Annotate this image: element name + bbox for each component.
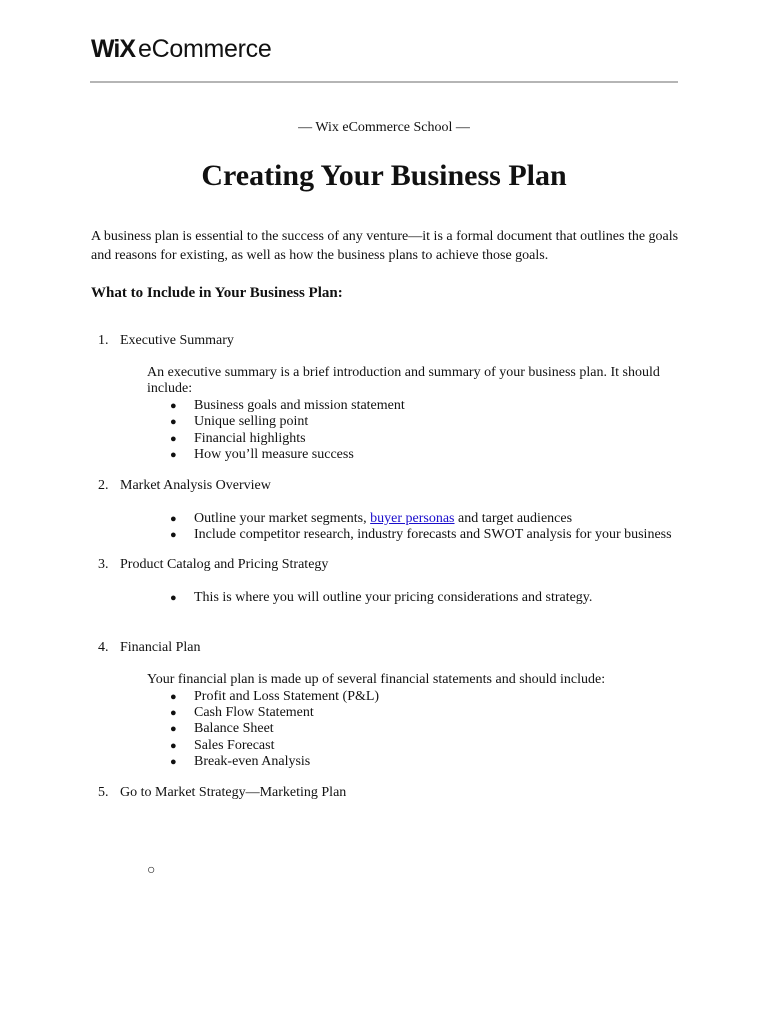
document-subtitle: — Wix eCommerce School —	[298, 120, 470, 135]
empty-sub-bullet: ○	[147, 863, 156, 878]
document-title: Creating Your Business Plan	[201, 159, 567, 192]
list-item-executive-summary: 1. Executive Summary	[98, 333, 234, 348]
item-description: include:	[147, 381, 193, 396]
buyer-personas-link[interactable]: buyer personas	[370, 511, 455, 526]
item-description: An executive summary is a brief introduction and summary of your business plan. It should	[147, 365, 660, 380]
bullet-item: ● Include competitor research, industry forecasts and SWOT analysis for your business	[170, 527, 672, 542]
section-heading: What to Include in Your Business Plan:	[91, 285, 343, 301]
intro-line: and reasons for existing, as well as how the business plans to achieve those goals.	[91, 248, 549, 263]
list-item-product-catalog: 3. Product Catalog and Pricing Strategy	[98, 557, 329, 572]
bullet-item: ● This is where you will outline your pricing considerations and strategy.	[170, 590, 593, 605]
wix-ecommerce-logo: WiX eCommerce	[91, 35, 272, 63]
bullet-item: ● Sales Forecast	[170, 738, 275, 753]
list-item-market-analysis: 2. Market Analysis Overview	[98, 478, 271, 493]
bullet-item: ● Cash Flow Statement	[170, 705, 314, 720]
bullet-item: ● Business goals and mission statement	[170, 398, 405, 413]
bullet-item: ● Profit and Loss Statement (P&L)	[170, 689, 380, 704]
bullet-item: ● Balance Sheet	[170, 721, 274, 736]
bullet-item: ● Unique selling point	[170, 414, 309, 429]
list-item-financial-plan: 4. Financial Plan	[98, 640, 201, 655]
bullet-item: ● Outline your market segments, buyer personas and target audiences	[170, 511, 573, 526]
intro-line: A business plan is essential to the success of any venture—it is a formal document that outlines the goals	[91, 229, 679, 244]
bullet-item: ● Financial highlights	[170, 431, 306, 446]
bullet-item: ● Break-even Analysis	[170, 754, 311, 769]
header-divider	[90, 81, 678, 83]
list-item-go-to-market: 5. Go to Market Strategy—Marketing Plan	[98, 785, 347, 800]
item-description: Your financial plan is made up of several financial statements and should include:	[147, 672, 606, 687]
bullet-item: ● How you’ll measure success	[170, 447, 354, 462]
